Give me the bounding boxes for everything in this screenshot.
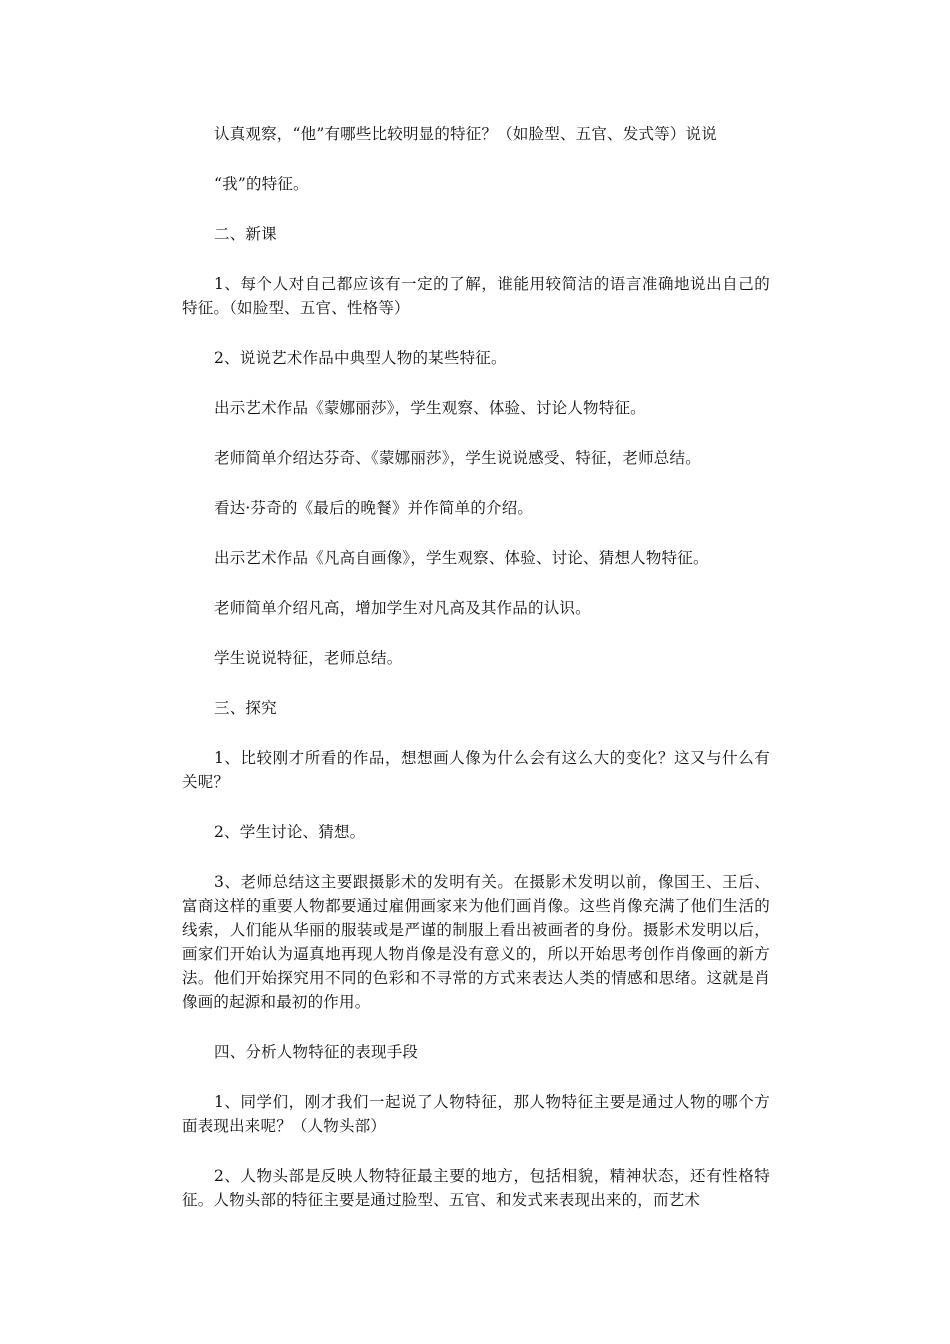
paragraph-artwork-features: 2、说说艺术作品中典型人物的某些特征。 [214, 349, 507, 367]
paragraph-discuss-guess: 2、学生讨论、猜想。 [214, 823, 366, 841]
paragraph-mona-lisa-show: 出示艺术作品《蒙娜丽莎》，学生观察、体验、讨论人物特征。 [214, 399, 646, 417]
paragraph-last-supper: 看达·芬奇的《最后的晚餐》并作简单的介绍。 [214, 499, 534, 517]
paragraph-compare-works: 1、比较刚才所看的作品，想想画人像为什么会有这么大的变化？这又与什么有关呢？ [182, 749, 770, 791]
paragraph-student-summary: 学生说说特征，老师总结。 [214, 649, 403, 667]
paragraph-observe-question: 认真观察，“他”有哪些比较明显的特征？（如脸型、五官、发式等）说说 [214, 125, 717, 143]
paragraph-my-features: “我”的特征。 [214, 175, 309, 193]
paragraph-head-features: 2、人物头部是反映人物特征最主要的地方，包括相貌，精神状态，还有性格特征。人物头部的特征主要是通过脸型、五官、和发式来表现出来的，而艺术 [182, 1167, 770, 1209]
heading-new-lesson: 二、新课 [214, 225, 277, 243]
paragraph-van-gogh-intro: 老师简单介绍凡高，增加学生对凡高及其作品的认识。 [214, 599, 591, 617]
paragraph-photography-summary: 3、老师总结这主要跟摄影术的发明有关。在摄影术发明以前，像国王、王后、富商这样的重要人物都要通过雇佣画家来为他们画肖像。这些肖像充满了他们生活的线索，人们能从华丽的服装或是严谨的制服上看出被画者的身份。摄影术发明以后，画家们开始认为逼真地再现人物肖像是没有意义的，所以开始思考创作肖像画的新方法。他们开始探究用不同的色彩和不寻常的方式来表达人类的情感和思绪。这就是肖像画的起源和最初的作用。 [182, 873, 770, 1011]
heading-explore: 三、探究 [214, 699, 277, 717]
paragraph-self-features: 1、每个人对自己都应该有一定的了解，谁能用较简洁的语言准确地说出自己的特征。（如脸型、五官、性格等） [182, 275, 770, 317]
heading-analysis-methods: 四、分析人物特征的表现手段 [214, 1043, 419, 1061]
paragraph-head-question: 1、同学们，刚才我们一起说了人物特征，那人物特征主要是通过人物的哪个方面表现出来呢？（人物头部） [182, 1093, 770, 1135]
document-body [182, 122, 770, 1238]
paragraph-da-vinci-intro: 老师简单介绍达芬奇、《蒙娜丽莎》，学生说说感受、特征，老师总结。 [214, 449, 701, 467]
paragraph-van-gogh-show: 出示艺术作品《凡高自画像》，学生观察、体验、讨论、猜想人物特征。 [214, 549, 709, 567]
